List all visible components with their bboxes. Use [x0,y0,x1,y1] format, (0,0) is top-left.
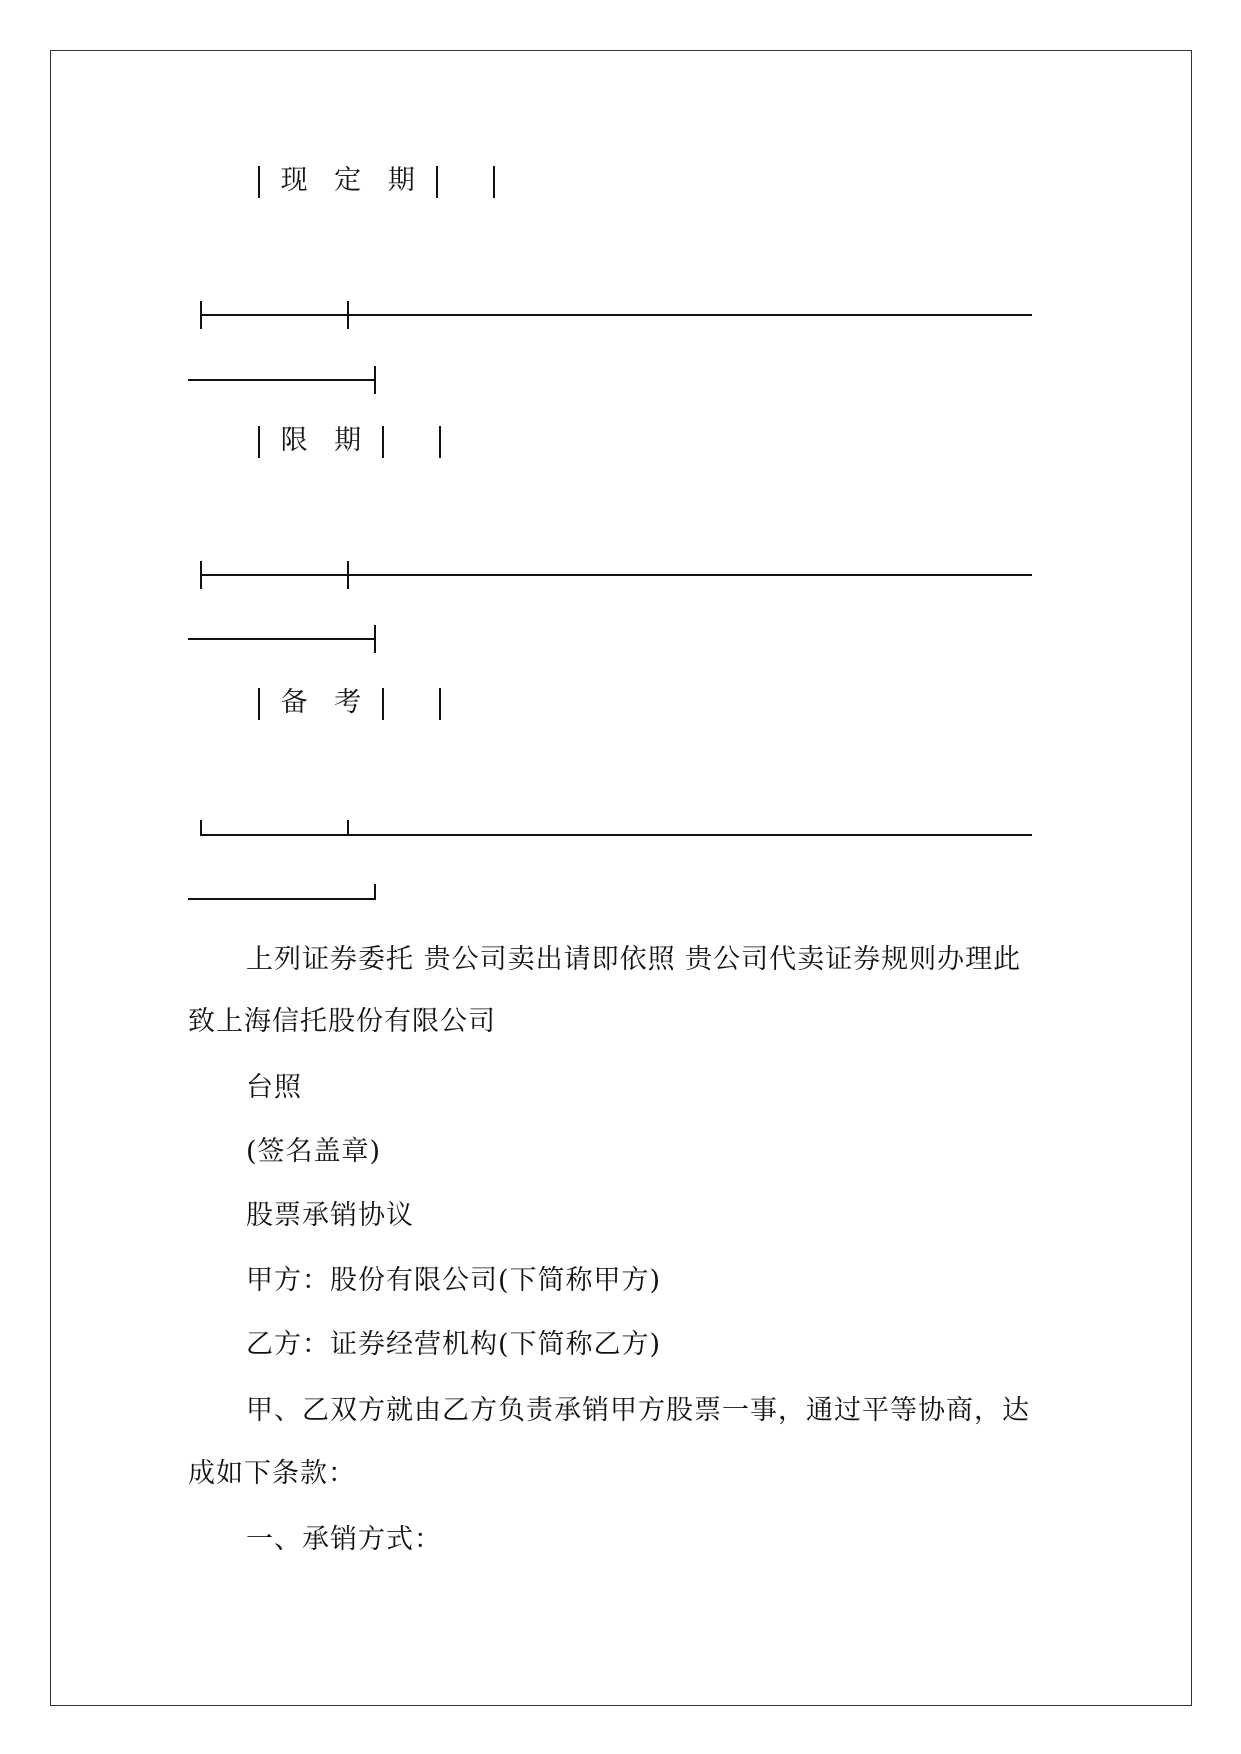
paragraph-line: 甲方：股份有限公司(下简称甲方) [246,1265,662,1296]
row-label-text: 限 期 [280,425,371,456]
table-cell-border [382,688,384,720]
table-cell-border [493,166,495,198]
section-heading: 一、承销方式： [246,1524,442,1555]
table-cell-border [439,426,441,458]
paragraph-line: (签名盖章) [246,1136,382,1167]
paragraph-line: 台照 [246,1072,302,1103]
row-label-text: 备 考 [280,687,371,718]
table-cell-border [382,426,384,458]
table-cell-border [439,688,441,720]
paragraph-line: 致上海信托股份有限公司 [188,1006,496,1037]
table-row-label [258,424,441,458]
table-cell-border [258,688,260,720]
table-row-label [258,164,495,198]
paragraph-line: 乙方：证券经营机构(下简称乙方) [246,1329,662,1360]
row-label-text: 现 定 期 [280,165,424,196]
table-row-label [258,686,441,720]
document-title: 股票承销协议 [246,1200,414,1231]
paragraph-line: 甲、乙双方就由乙方负责承销甲方股票一事，通过平等协商，达 [246,1395,1030,1426]
paragraph-line: 上列证券委托 贵公司卖出请即依照 贵公司代卖证券规则办理此 [246,944,1022,975]
table-cell-border [258,426,260,458]
table-cell-border [436,166,438,198]
table-cell-border [258,166,260,198]
paragraph-line: 成如下条款： [188,1458,356,1489]
